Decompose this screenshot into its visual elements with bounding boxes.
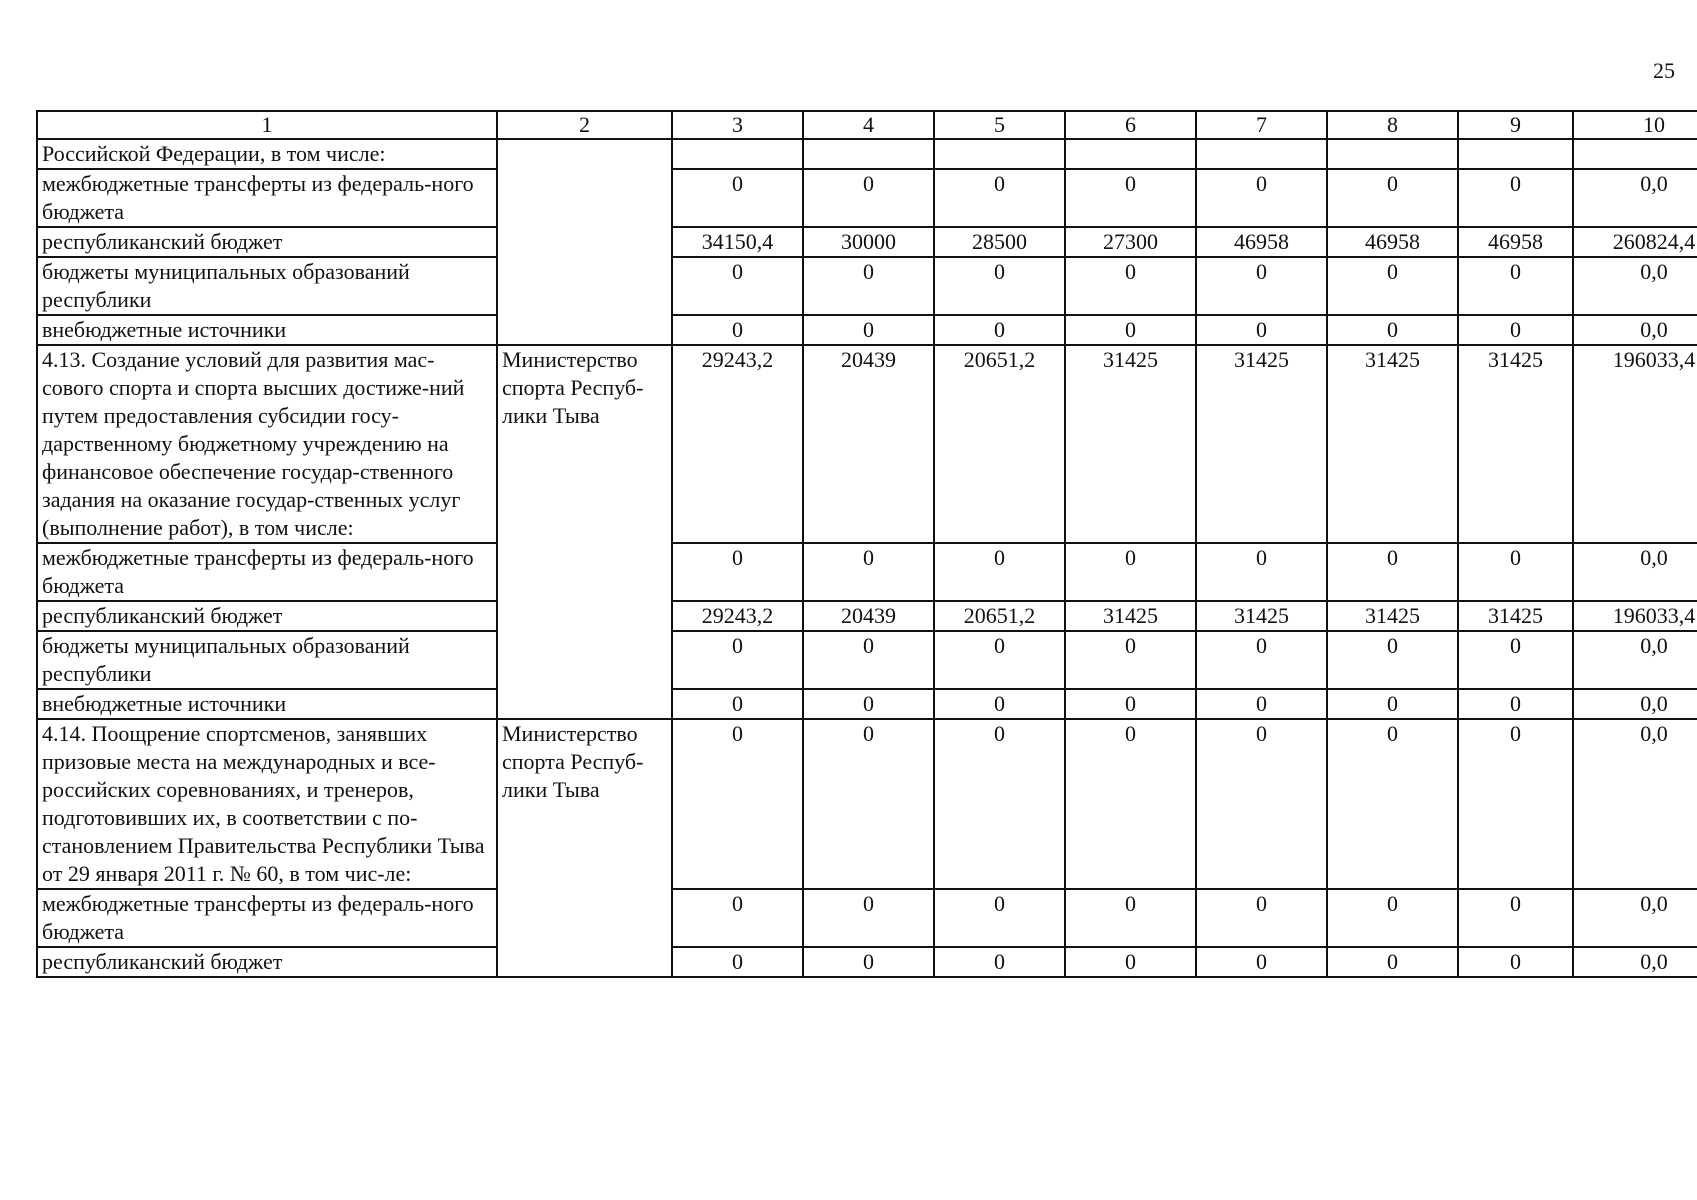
- table-row: [37, 257, 1697, 315]
- value-cell: 0: [934, 315, 1065, 345]
- table-row: [37, 345, 1697, 543]
- value-cell: 0: [672, 689, 803, 719]
- row-name: 4.14. Поощрение спортсменов, занявших призовые места на международных и все-российских соревнованиях, и тренеров, подготовивших их, в соответствии с по-становлением Правительства Республики Тыва от 29 января 2011 г. № 60, в том чис-ле:: [37, 719, 497, 889]
- value-cell: [1065, 139, 1196, 169]
- value-cell: 0: [934, 631, 1065, 689]
- table-row: [37, 719, 1697, 889]
- value-cell: 0: [1458, 315, 1573, 345]
- value-cell: 0: [672, 947, 803, 977]
- value-cell: [1327, 139, 1458, 169]
- value-cell: 20651,2: [934, 345, 1065, 543]
- value-cell: 0: [1196, 689, 1327, 719]
- table-row: [37, 315, 1697, 345]
- executor-cell-empty: [497, 139, 672, 345]
- value-cell: 0: [1065, 169, 1196, 227]
- value-cell: 0: [934, 947, 1065, 977]
- value-cell: 0: [1065, 889, 1196, 947]
- value-cell: [1196, 139, 1327, 169]
- table-row: [37, 227, 1697, 257]
- table-row: [37, 543, 1697, 601]
- row-name: республиканский бюджет: [37, 227, 497, 257]
- table-row: [37, 889, 1697, 947]
- value-cell: 0: [803, 315, 934, 345]
- table-row: [37, 139, 1697, 169]
- column-number: 6: [1065, 111, 1196, 139]
- row-name: бюджеты муниципальных образований республики: [37, 631, 497, 689]
- value-cell: 0: [1458, 947, 1573, 977]
- value-cell: 31425: [1065, 601, 1196, 631]
- value-cell: 31425: [1065, 345, 1196, 543]
- value-cell: 31425: [1458, 345, 1573, 543]
- value-cell: 0: [934, 889, 1065, 947]
- row-name: межбюджетные трансферты из федераль-ного бюджета: [37, 889, 497, 947]
- value-cell: 0,0: [1573, 543, 1697, 601]
- value-cell: 0: [934, 543, 1065, 601]
- value-cell: 0: [1196, 947, 1327, 977]
- value-cell: 46958: [1196, 227, 1327, 257]
- value-cell: 0: [672, 719, 803, 889]
- column-number: 7: [1196, 111, 1327, 139]
- value-cell: 0,0: [1573, 889, 1697, 947]
- value-cell: 0: [1196, 169, 1327, 227]
- value-cell: 0: [1065, 257, 1196, 315]
- value-cell: 0: [1327, 543, 1458, 601]
- column-number: 3: [672, 111, 803, 139]
- value-cell: 0: [803, 631, 934, 689]
- value-cell: 0: [934, 169, 1065, 227]
- value-cell: 0,0: [1573, 719, 1697, 889]
- header-row: [37, 111, 1697, 139]
- value-cell: 0: [803, 257, 934, 315]
- budget-table: [36, 110, 1697, 978]
- value-cell: 0: [1065, 689, 1196, 719]
- value-cell: 0: [1196, 543, 1327, 601]
- row-name: республиканский бюджет: [37, 947, 497, 977]
- value-cell: 46958: [1458, 227, 1573, 257]
- value-cell: 0: [803, 889, 934, 947]
- value-cell: 0: [1458, 169, 1573, 227]
- value-cell: 0: [1196, 889, 1327, 947]
- value-cell: 0: [1327, 315, 1458, 345]
- table-row: [37, 689, 1697, 719]
- value-cell: 0: [1458, 719, 1573, 889]
- value-cell: 0: [672, 169, 803, 227]
- value-cell: 46958: [1327, 227, 1458, 257]
- value-cell: 0: [672, 257, 803, 315]
- value-cell: 31425: [1196, 345, 1327, 543]
- value-cell: 0: [672, 889, 803, 947]
- executor-cell: Министерство спорта Респуб-лики Тыва: [497, 719, 672, 977]
- value-cell: 29243,2: [672, 345, 803, 543]
- row-name: межбюджетные трансферты из федераль-ного бюджета: [37, 543, 497, 601]
- value-cell: 31425: [1327, 345, 1458, 543]
- value-cell: 0: [1065, 631, 1196, 689]
- value-cell: [672, 139, 803, 169]
- value-cell: 0: [1196, 631, 1327, 689]
- value-cell: 0: [672, 315, 803, 345]
- row-name: 4.13. Создание условий для развития мас-сового спорта и спорта высших достиже-ний путем предоставления субсидии госу-дарственному бюджетному учреждению на финансовое обеспечение государ-ственного задания на оказание государ-ственных услуг (выполнение работ), в том числе:: [37, 345, 497, 543]
- value-cell: 0: [803, 543, 934, 601]
- table-row: [37, 631, 1697, 689]
- value-cell: 0: [672, 631, 803, 689]
- table-row: [37, 169, 1697, 227]
- row-name: межбюджетные трансферты из федераль-ного бюджета: [37, 169, 497, 227]
- value-cell: 0,0: [1573, 689, 1697, 719]
- column-number: 2: [497, 111, 672, 139]
- row-name: внебюджетные источники: [37, 689, 497, 719]
- value-cell: 20439: [803, 345, 934, 543]
- value-cell: 260824,4: [1573, 227, 1697, 257]
- value-cell: 0: [1327, 257, 1458, 315]
- value-cell: 0: [1327, 889, 1458, 947]
- value-cell: 34150,4: [672, 227, 803, 257]
- table-row: [37, 601, 1697, 631]
- page-number: 25: [1653, 58, 1675, 83]
- value-cell: 0: [934, 689, 1065, 719]
- value-cell: 0: [1196, 257, 1327, 315]
- column-number: 1: [37, 111, 497, 139]
- value-cell: 0: [1327, 719, 1458, 889]
- value-cell: 20439: [803, 601, 934, 631]
- value-cell: 0,0: [1573, 947, 1697, 977]
- value-cell: 0: [1065, 315, 1196, 345]
- value-cell: 196033,4: [1573, 601, 1697, 631]
- value-cell: 31425: [1458, 601, 1573, 631]
- row-name: Российской Федерации, в том числе:: [37, 139, 497, 169]
- value-cell: 31425: [1196, 601, 1327, 631]
- column-number: 4: [803, 111, 934, 139]
- value-cell: 0: [1327, 689, 1458, 719]
- value-cell: 27300: [1065, 227, 1196, 257]
- value-cell: 30000: [803, 227, 934, 257]
- value-cell: 0: [1196, 315, 1327, 345]
- value-cell: 0: [1458, 631, 1573, 689]
- value-cell: 0: [803, 719, 934, 889]
- value-cell: [1573, 139, 1697, 169]
- value-cell: 0: [672, 543, 803, 601]
- value-cell: 0: [1065, 719, 1196, 889]
- value-cell: 0: [1065, 947, 1196, 977]
- value-cell: 20651,2: [934, 601, 1065, 631]
- value-cell: [803, 139, 934, 169]
- value-cell: [1458, 139, 1573, 169]
- executor-cell: Министерство спорта Респуб-лики Тыва: [497, 345, 672, 719]
- value-cell: 0: [1327, 631, 1458, 689]
- value-cell: 196033,4: [1573, 345, 1697, 543]
- column-number: 10: [1573, 111, 1697, 139]
- value-cell: 0,0: [1573, 631, 1697, 689]
- value-cell: 0: [1458, 889, 1573, 947]
- value-cell: 0: [1458, 543, 1573, 601]
- value-cell: 0: [1327, 947, 1458, 977]
- value-cell: 0,0: [1573, 257, 1697, 315]
- value-cell: 0: [934, 719, 1065, 889]
- value-cell: 0: [1458, 257, 1573, 315]
- value-cell: [934, 139, 1065, 169]
- value-cell: 0: [1327, 169, 1458, 227]
- value-cell: 0: [1458, 689, 1573, 719]
- column-number: 8: [1327, 111, 1458, 139]
- value-cell: 0: [803, 689, 934, 719]
- table-row: [37, 947, 1697, 977]
- value-cell: 0: [803, 169, 934, 227]
- column-number: 5: [934, 111, 1065, 139]
- column-number: 9: [1458, 111, 1573, 139]
- value-cell: 31425: [1327, 601, 1458, 631]
- row-name: бюджеты муниципальных образований республики: [37, 257, 497, 315]
- row-name: республиканский бюджет: [37, 601, 497, 631]
- value-cell: 0: [1065, 543, 1196, 601]
- value-cell: 0,0: [1573, 315, 1697, 345]
- value-cell: 0: [803, 947, 934, 977]
- value-cell: 0: [1196, 719, 1327, 889]
- value-cell: 29243,2: [672, 601, 803, 631]
- value-cell: 28500: [934, 227, 1065, 257]
- value-cell: 0,0: [1573, 169, 1697, 227]
- row-name: внебюджетные источники: [37, 315, 497, 345]
- value-cell: 0: [934, 257, 1065, 315]
